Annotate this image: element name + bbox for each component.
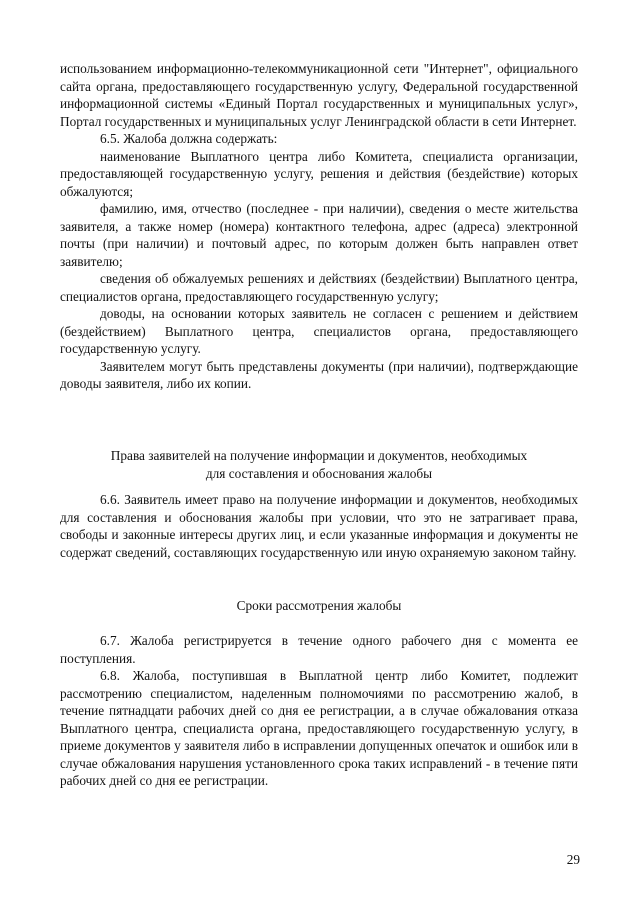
section-heading-terms: Сроки рассмотрения жалобы <box>236 598 402 613</box>
section-6-7-6-8-text <box>60 632 578 790</box>
paragraph-6-5: 6.5. Жалоба должна содержать: <box>100 131 278 146</box>
paragraph-item-arguments: доводы, на основании которых заявитель не согласен с решением и действием (бездействием) Выплатного центра, специалистов органа, предоставляющего государственную услугу. <box>60 306 578 356</box>
paragraph-6-7: 6.7. Жалоба регистрируется в течение одного рабочего дня с момента ее поступления. <box>60 633 578 666</box>
paragraph-item-name: наименование Выплатного центра либо Комитета, специалиста организации, предоставляющей государственную услугу, решения и действия (бездействие) которых обжалуются; <box>60 148 578 199</box>
paragraph-6-6: 6.6. Заявитель имеет право на получение информации и документов, необходимых для составления и обоснования жалобы при условии, что это не затрагивает права, свободы и законные интересы других лиц, и если указанные информация и документы не содержат сведений, составляющих государственную или иную охраняемую законом тайну. <box>60 492 578 560</box>
section-heading-rights-line2: для составления и обоснования жалобы <box>205 465 433 481</box>
paragraph-item-applicant-details: фамилию, имя, отчество (последнее - при наличии), сведения о месте жительства заявителя, а также номер (номера) контактного телефона, адрес (адреса) электронной почты (при наличии) и почтовый адрес, по которым должен быть направлен ответ заявителю; <box>60 201 578 269</box>
section-6-4-6-5-text <box>60 60 578 393</box>
page-number: 29 <box>566 852 580 867</box>
paragraph-item-decisions: сведения об обжалуемых решениях и действиях (бездействии) Выплатного центра, специалистов органа, предоставляющего государственную услугу; <box>60 271 578 304</box>
paragraph-channels-continued: использованием информационно-телекоммуникационной сети "Интернет", официального сайта органа, предоставляющего государственную услугу, Федеральной государственной информационной системы «Единый Портал государственных и муниципальных услуг», Портал государственных и муниципальных услуг Ленинградской области в сети Интернет. <box>60 61 578 129</box>
section-heading-rights <box>60 447 578 482</box>
section-6-6-text <box>60 491 578 561</box>
paragraph-6-8: 6.8. Жалоба, поступившая в Выплатной центр либо Комитет, подлежит рассмотрению специалистом, наделенным полномочиями по рассмотрению жалоб, в течение пятнадцати рабочих дней со дня ее регистрации, а в случае обжалования отказа Выплатного центра, специалиста органа, предоставляющего государственную услугу, в приеме документов у заявителя либо в исправлении допущенных опечаток и ошибок или в случае обжалования нарушения установленного срока таких исправлений - в течение пяти рабочих дней со дня ее регистрации. <box>60 668 578 788</box>
paragraph-supporting-documents: Заявителем могут быть представлены документы (при наличии), подтверждающие доводы заявителя, либо их копии. <box>60 358 578 391</box>
section-heading-rights-line1: Права заявителей на получение информации и документов, необходимых <box>110 448 528 463</box>
